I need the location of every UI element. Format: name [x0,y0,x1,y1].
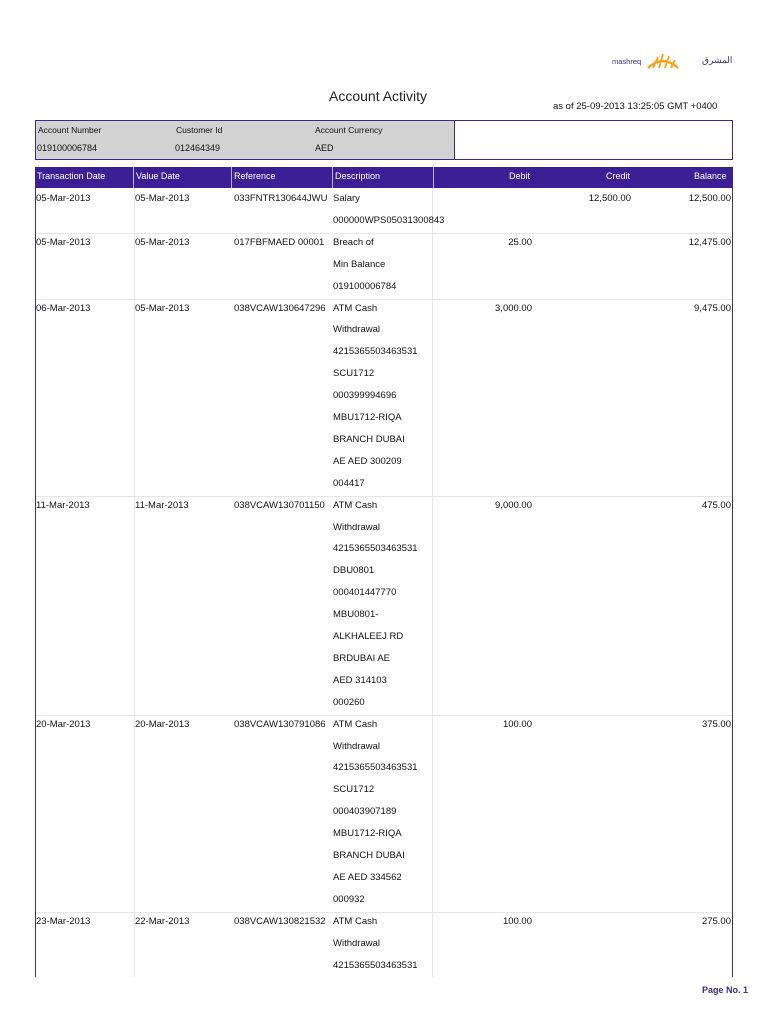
cell-balance: 12,500.00 [688,193,731,204]
cell-reference: 038VCAW130821532 [234,915,326,927]
cell-debit: 9,000.00 [495,499,532,511]
cell-description-line: 4215365503463531 [333,762,418,774]
cell-description-line: 004417 [333,477,365,489]
cell-description-line: BRANCH DUBAI [333,433,405,445]
cell-reference: 038VCAW130701150 [234,499,325,511]
cell-debit: 100.00 [502,915,532,927]
cell-description-line: Withdrawal [333,937,380,949]
cell-description-line: Withdrawal [333,521,380,533]
cell-balance: 9,475.00 [694,302,731,314]
cell-value-date: 11-Mar-2013 [135,499,189,511]
cell-description-line: ALKHALEEJ RD [333,631,404,642]
mashreq-sun-icon [646,52,680,72]
cell-description-line: BRDUBAI AE [333,652,391,664]
mashreq-logo [612,52,737,72]
cell-value-date: 05-Mar-2013 [135,302,190,314]
cell-balance: 12,475.00 [688,236,731,248]
cell-credit: 12,500.00 [588,193,631,204]
cell-description-line: SCU1712 [333,784,375,796]
cell-description-line: 000401447770 [333,587,397,599]
account-number-value: 019100006784 [37,143,98,153]
col-header-debit: Debit [509,171,531,181]
header-separator [332,167,333,188]
col-header-credit: Credit [606,171,631,181]
table-right-border [732,188,733,977]
cell-description-line: 000399994696 [333,390,397,402]
cell-reference: 033FNTR130644JWU [234,193,328,204]
cell-debit: 25.00 [508,236,532,248]
cell-description-line: 4215365503463531 [333,346,418,358]
col-header-balance: Balance [694,171,727,181]
cell-description-line: Withdrawal [333,324,380,336]
cell-description-line: 000403907189 [333,806,397,818]
as-of-timestamp: as of 25-09-2013 13:25:05 GMT +0400 [553,101,718,112]
cell-description-line: 019100006784 [333,280,397,292]
cell-balance: 275.00 [701,915,731,927]
cell-description-line: AED 314103 [333,674,387,686]
cell-value-date: 05-Mar-2013 [135,193,190,204]
logo-text-ar: المشرق [702,55,733,65]
column-rule [432,188,433,977]
cell-reference: 038VCAW130791086 [234,718,326,730]
cell-description-line: MBU0801- [333,609,379,621]
account-info-separator [454,121,455,159]
row-separator [36,912,732,913]
row-separator [36,715,732,716]
cell-description-line: 000000WPS05031300843 [333,214,445,226]
cell-description-line: ATM Cash [333,499,378,511]
customer-id-label: Customer Id [176,125,223,135]
col-header-value-date: Value Date [136,171,180,181]
logo-text-en: mashreq [612,57,642,66]
cell-transaction-date: 05-Mar-2013 [36,236,91,248]
table-header [35,167,733,188]
cell-transaction-date: 11-Mar-2013 [36,499,90,511]
col-header-reference: Reference [234,171,276,181]
account-number-label: Account Number [38,125,102,135]
cell-description-line: DBU0801 [333,565,375,577]
cell-transaction-date: 20-Mar-2013 [36,718,91,730]
cell-description-line: MBU1712-RIQA [333,828,402,840]
cell-description-line: MBU1712-RIQA [333,412,402,423]
cell-description-line: BRANCH DUBAI [333,850,405,861]
col-header-description: Description [335,171,381,181]
header-separator [231,167,232,188]
row-separator [36,233,732,234]
cell-description-line: Salary [333,193,360,204]
cell-description-line: 000260 [333,696,365,708]
cell-description-line: Min Balance [333,258,386,270]
cell-transaction-date: 06-Mar-2013 [36,302,91,314]
col-header-transaction-date: Transaction Date [37,171,106,181]
cell-description-line: AE AED 334562 [333,871,402,883]
header-separator [133,167,134,188]
cell-reference: 017FBFMAED 00001 [234,236,325,248]
cell-description-line: 000932 [333,893,365,905]
row-separator [36,496,732,497]
cell-value-date: 22-Mar-2013 [135,915,190,927]
cell-description-line: Withdrawal [333,740,380,752]
cell-transaction-date: 05-Mar-2013 [36,193,91,204]
cell-debit: 100.00 [502,718,532,730]
cell-description-line: ATM Cash [333,915,378,927]
cell-balance: 475.00 [701,499,731,511]
cell-transaction-date: 23-Mar-2013 [36,915,91,927]
cell-value-date: 05-Mar-2013 [135,236,190,248]
cell-balance: 375.00 [701,718,731,730]
cell-description-line: ATM Cash [333,718,378,730]
cell-description-line: ATM Cash [333,302,378,314]
cell-description-line: SCU1712 [333,368,375,380]
header-separator [433,167,434,188]
cell-description-line: 4215365503463531 [333,543,418,555]
cell-description-line: AE AED 300209 [333,455,402,467]
page-number: Page No. 1 [702,985,749,995]
account-info-box [35,120,733,160]
customer-id-value: 012464349 [175,143,221,153]
cell-reference: 038VCAW130647296 [234,302,326,314]
cell-debit: 3,000.00 [495,302,532,314]
cell-value-date: 20-Mar-2013 [135,718,190,730]
cell-description-line: 4215365503463531 [333,959,418,971]
account-currency-value: AED [315,143,334,153]
account-currency-label: Account Currency [315,125,383,135]
cell-description-line: Breach of [333,236,374,248]
row-separator [36,299,732,300]
page-title: Account Activity [329,88,428,104]
